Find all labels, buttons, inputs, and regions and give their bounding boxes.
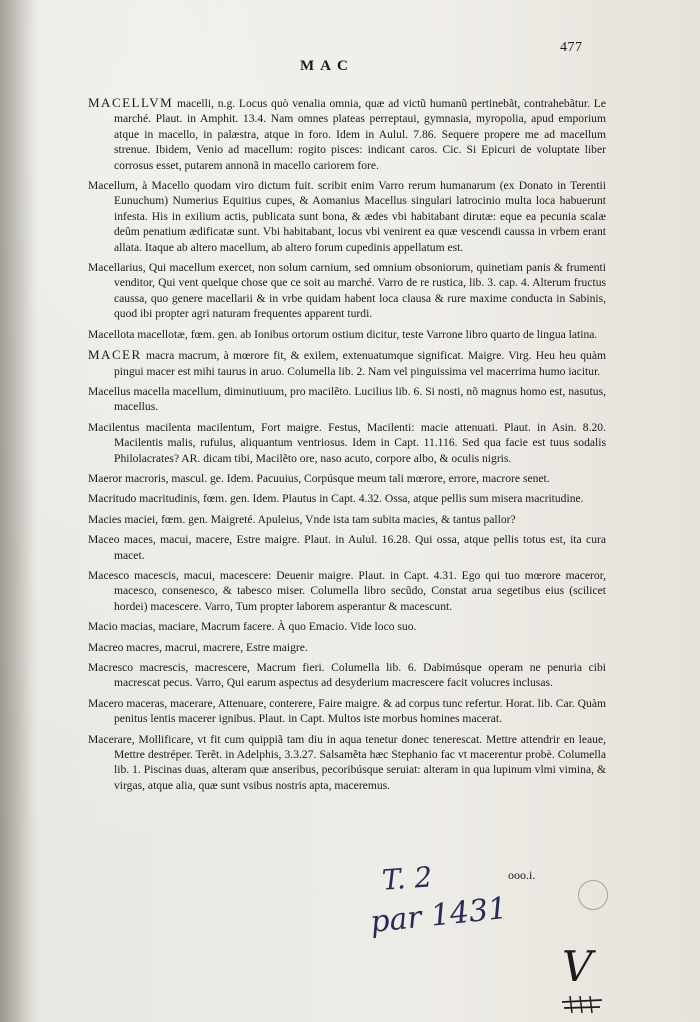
page-number: 477 — [560, 40, 583, 55]
entry-paragraph — [88, 260, 606, 322]
library-stamp — [578, 880, 608, 910]
entry-body: Maeror macroris, mascul. ge. Idem. Pacuuius, Corpúsque meum tali mœrore, errore, macrore senet. — [88, 471, 550, 485]
entry-paragraph — [88, 568, 606, 614]
dictionary-entry — [88, 347, 606, 379]
entry-paragraph — [88, 512, 606, 527]
entry-paragraph — [88, 532, 606, 563]
dictionary-entry — [88, 619, 606, 634]
dictionary-entry — [88, 260, 606, 322]
dictionary-entry — [88, 420, 606, 466]
entry-body: Macellum, à Macello quodam viro dictum fuit. scribit enim Varro rerum humanarum (ex Donato in Terentii Eunuchum) Numerius Equitius cupes, & Aomanius Macellus singulari latrocinio multa loca habuerunt infesta. His in exilium actis, publicata sunt bona, & ædes vbi habitabant dirutæ: eque ea pecunia scalæ deûm penatium ædificatæ sunt. Vbi habitabant, locus vbi venirent ea quæ vescendi caussa in vrbem erant allata. Itaque ab altero macellum, ab altero forum cupedinis appellatum est. — [88, 179, 606, 254]
entry-body: macra macrum, à mœrore fit, & exilem, extenuatumque significat. Maigre. Virg. Heu heu quàm pingui macer est mihi taurus in aruo. Columella lib. 2. Nam vel pinguissima vel macerrima humo iacitur. — [114, 349, 606, 378]
handwritten-strike-marks — [560, 996, 604, 1014]
entry-body: Maceo maces, macui, macere, Estre maigre. Plaut. in Aulul. 16.28. Qui ossa, atque pellis totus est, ita cura macet. — [88, 533, 606, 562]
dictionary-entry — [88, 732, 606, 794]
dictionary-entry — [88, 660, 606, 691]
dictionary-entry — [88, 178, 606, 255]
entry-body: Macresco macrescis, macrescere, Macrum fieri. Columella lib. 6. Dabimúsque operam ne penuria cibi macrescat pecus. Varro, Qui earum aspectus ad desyderium macrescere facit volucres inclusas. — [88, 661, 606, 690]
handwritten-shelfmark: T. 2 — [380, 860, 434, 897]
entry-paragraph — [88, 384, 606, 415]
entry-paragraph — [88, 178, 606, 255]
entry-body: Macies maciei, fœm. gen. Maigreté. Apuleius, Vnde ista tam subita macies, & tantus pallor? — [88, 512, 516, 526]
entry-body: Macellus macella macellum, diminutiuum, pro macilẽto. Lucilius lib. 6. Si nosti, nõ magnus homo est, nasutus, macellus. — [88, 384, 606, 414]
dictionary-entry — [88, 568, 606, 614]
entry-body: Macerare, Mollificare, vt fit cum quippiã tam diu in aqua tenetur donec tenerescat. Mettre attendrir en leaue, Mettre destréper. Terẽt. in Adelphis, 3.3.27. Salsamẽta hæc Stephanio fac vt macerentur probè. Columella lib. 1. Piscinas duas, alteram quæ anseribus, pecoribúsque seruiat: alteram in qua lupinum vlmi vimina, & virgas, atque alia, quæ sunt vsibus nostris apta, maceremus. — [88, 732, 606, 792]
dictionary-entry — [88, 640, 606, 655]
entry-paragraph — [88, 95, 606, 173]
entry-body: Macero maceras, macerare, Attenuare, conterere, Faire maigre. & ad corpus tunc refertur. Horat. lib. Car. Quàm penitus lentis macerer ignibus. Plaut. in Capt. Multos iste morbus homines macerat. — [88, 696, 606, 726]
dictionary-entry — [88, 95, 606, 173]
dictionary-entry — [88, 491, 606, 506]
entry-body: Macellota macellotæ, fœm. gen. ab Ionibus ortorum ostium dicitur, teste Varrone libro quarto de lingua latina. — [88, 327, 598, 341]
dictionary-entry — [88, 327, 606, 342]
entry-paragraph — [88, 347, 606, 379]
entry-paragraph — [88, 491, 606, 506]
entry-headword: MACER — [88, 347, 142, 363]
entry-body: Macritudo macritudinis, fœm. gen. Idem. Plautus in Capt. 4.32. Ossa, atque pellis sum misera macritudine. — [88, 492, 584, 506]
entry-paragraph — [88, 327, 606, 342]
entry-paragraph — [88, 732, 606, 794]
entry-paragraph — [88, 696, 606, 727]
entry-body: macelli, n.g. Locus quò venalia omnia, quæ ad victũ humanũ pertinebãt, contrahebãtur. Le marché. Plaut. in Amphit. 13.4. Nam omnes plateas perreptaui, gymnasia, myropolia, apud emporium atque in macello, in palæstra, atque in foro. Idem in Aulul. 7.86. Sequere propere me ad macellum strenue. Ibidem, Venio ad macellum: rogito pisces: indicant caros. Cic. Si Epicuri de voluptate liber corrosus esset, putarem annonã in macello cariorem fore. — [114, 97, 606, 172]
entry-paragraph — [88, 420, 606, 466]
entry-paragraph — [88, 471, 606, 486]
entry-body: Macreo macres, macrui, macrere, Estre maigre. — [88, 640, 308, 654]
entry-body: Macesco macescis, macui, macescere: Deuenir maigre. Plaut. in Capt. 4.31. Ego qui tuo mœrore maceror, macesco, consenesco, & tabesco miser. Columella libro secũdo, Constat arua segetibus eius (scilicet hordei) macescere. Varro, Tum propter laborem asperantur & macescunt. — [88, 568, 606, 613]
binding-shadow — [0, 0, 38, 1022]
dictionary-entry — [88, 384, 606, 415]
entry-paragraph — [88, 660, 606, 691]
dictionary-entry — [88, 532, 606, 563]
dictionary-entry — [88, 471, 606, 486]
entry-paragraph — [88, 640, 606, 655]
dictionary-text-block — [88, 95, 606, 798]
entry-paragraph — [88, 619, 606, 634]
entry-body: Macellarius, Qui macellum exercet, non solum carnium, sed omnium obsoniorum, quinetiam panis & frumenti venditor, Qui vent quelque chose que ce soit au marché. Varro de re rustica, lib. 3. cap. 4. Alterum fructus caussa, quo genere macellarii & in vrbe quidam habent loca clausa & rure maxime conducta in Sabinis, quod ibi propter agri naturam frequentes apparent turdi. — [88, 261, 606, 321]
signature-mark: ooo.i. — [508, 868, 536, 882]
handwritten-note: par 1431 — [368, 890, 509, 941]
handwritten-letter-mark: V — [562, 942, 593, 991]
entry-body: Macio macias, maciare, Macrum facere. À quo Emacio. Vide loco suo. — [88, 620, 417, 634]
entry-body: Macilentus macilenta macilentum, Fort maigre. Festus, Macilenti: macie attenuati. Plaut. in Asin. 8.20. Macilentis malis, rufulus, aliquantum ventriosus. Idem in Capt. 11.116. Sed qua facie est tuus sodalis Philolacrates? AR. dicam tibi, Macilẽto ore, naso acuto, corpore albo, & oculis nigris. — [88, 420, 606, 465]
dictionary-entry — [88, 512, 606, 527]
dictionary-entry — [88, 696, 606, 727]
entry-headword: MACELLVM — [88, 95, 174, 110]
running-head: MAC — [300, 58, 354, 74]
